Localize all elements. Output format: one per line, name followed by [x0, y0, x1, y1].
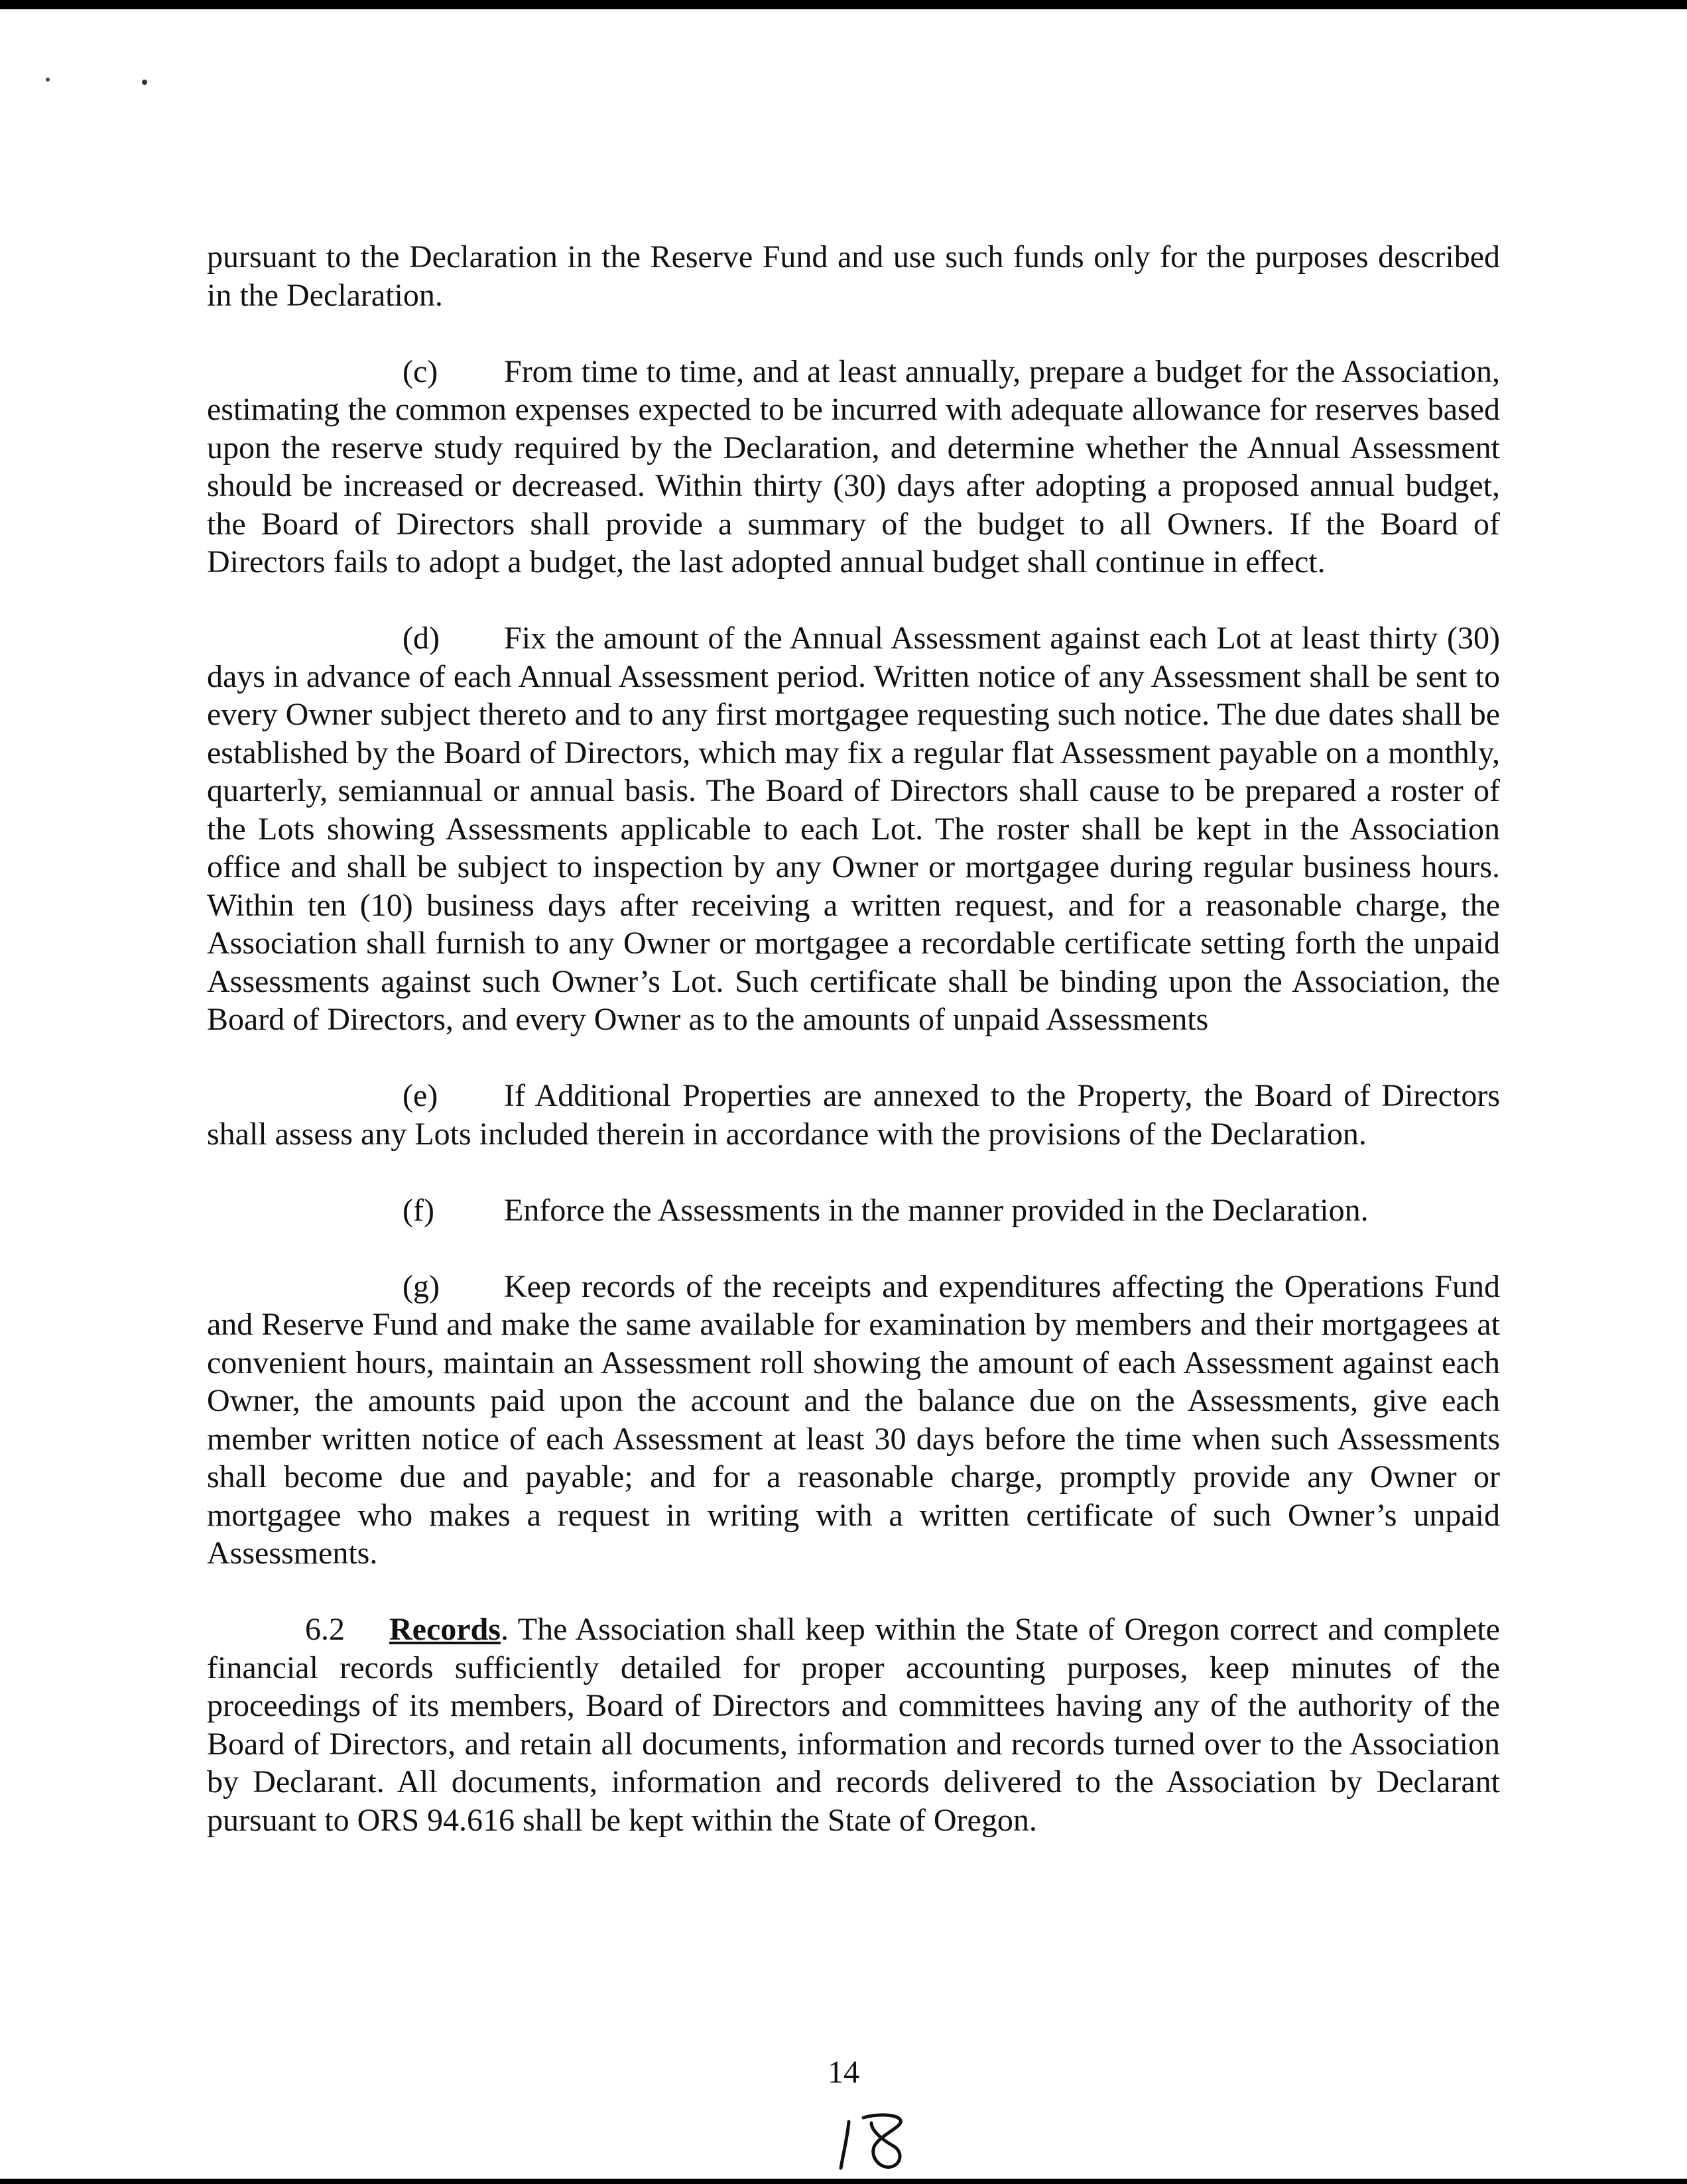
section-text: The Association shall keep within the State of Oregon correct and complete financial records sufficiently detailed for proper accounting purposes, keep minutes of the proceedings of its members, Board of Directors and committees having any of the authority of the Board of Directors, and retain all documents, information and records turned over to the Association by Declarant. All documents, information and records delivered to the Association by Declarant pursuant to ORS 94.616 shall be kept within the State of Oregon.	[207, 1612, 1500, 1838]
item-f	[207, 1191, 1500, 1230]
item-text: Fix the amount of the Annual Assessment against each Lot at least thirty (30) days in advance of each Annual Assessment period. Written notice of any Assessment shall be sent to every Owner subject thereto and to any first mortgagee requesting such notice. The due dates shall be established by the Board of Directors, which may fix a regular flat Assessment payable on a monthly, quarterly, semiannual or annual basis. The Board of Directors shall cause to be prepared a roster of the Lots showing Assessments applicable to each Lot. The roster shall be kept in the Association office and shall be subject to inspection by any Owner or mortgagee during regular business hours. Within ten (10) business days after receiving a written request, and for a reasonable charge, the Association shall furnish to any Owner or mortgagee a recordable certificate setting forth the unpaid Assessments against such Owner’s Lot. Such certificate shall be binding upon the Association, the Board of Directors, and every Owner as to the amounts of unpaid Assessments	[207, 621, 1500, 1037]
scan-edge-bottom	[0, 2179, 1687, 2184]
page-number: 14	[828, 2055, 859, 2090]
handwritten-one-stroke	[841, 2122, 849, 2168]
section-6-2: 6.2 Records. The Association shall keep within the State of Oregon correct and complete financial records sufficiently detailed for proper accounting purposes, keep minutes of the proceedings of its members, Board of Directors and committees having any of the authority of the Board of Directors, and retain all documents, information and records turned over to the Association by Declarant. All documents, information and records delivered to the Association by Declarant pursuant to ORS 94.616 shall be kept within the State of Oregon.	[207, 1612, 1500, 1838]
handwritten-page-number	[834, 2107, 914, 2173]
section-heading: Records	[389, 1612, 501, 1647]
item-text: From time to time, and at least annually, prepare a budget for the Association, estimating the common expenses expected to be incurred with adequate allowance for reserves based upon the reserve study required by the Declaration, and determine whether the Annual Assessment should be increased or decreased. Within thirty (30) days after adopting a proposed annual budget, the Board of Directors shall provide a summary of the budget to all Owners. If the Board of Directors fails to adopt a budget, the last adopted annual budget shall continue in effect.	[207, 353, 1500, 579]
item-label: (g)	[403, 1268, 440, 1304]
handwritten-eight-stroke	[863, 2115, 901, 2167]
item-text: Enforce the Assessments in the manner provided in the Declaration.	[504, 1192, 1369, 1228]
item-label: (c)	[403, 353, 438, 389]
document-body	[207, 238, 1500, 1878]
item-g	[207, 1268, 1500, 1573]
item-label: (f)	[403, 1192, 434, 1228]
item-label: (e)	[403, 1078, 438, 1113]
item-text: Keep records of the receipts and expenditures affecting the Operations Fund and Reserve Fund and make the same available for examination by members and their mortgagees at convenient hours, maintain an Assessment roll showing the amount of each Assessment against each Owner, the amounts paid upon the account and the balance due on the Assessments, give each member written notice of each Assessment at least 30 days before the time when such Assessments shall become due and payable; and for a reasonable charge, promptly provide any Owner or mortgagee who makes a request in writing with a written certificate of such Owner’s unpaid Assessments.	[207, 1268, 1500, 1571]
item-text: If Additional Properties are annexed to the Property, the Board of Directors shall assess any Lots included therein in accordance with the provisions of the Declaration.	[207, 1078, 1500, 1152]
speck	[142, 80, 147, 85]
scan-specks	[0, 0, 265, 133]
section-number: 6.2	[305, 1612, 345, 1647]
continuation-paragraph: pursuant to the Declaration in the Reserve Fund and use such funds only for the purposes described in the Declaration.	[207, 239, 1500, 313]
item-d	[207, 619, 1500, 1039]
speck	[46, 78, 50, 82]
item-e	[207, 1077, 1500, 1153]
item-c	[207, 353, 1500, 581]
item-label: (d)	[403, 621, 440, 656]
